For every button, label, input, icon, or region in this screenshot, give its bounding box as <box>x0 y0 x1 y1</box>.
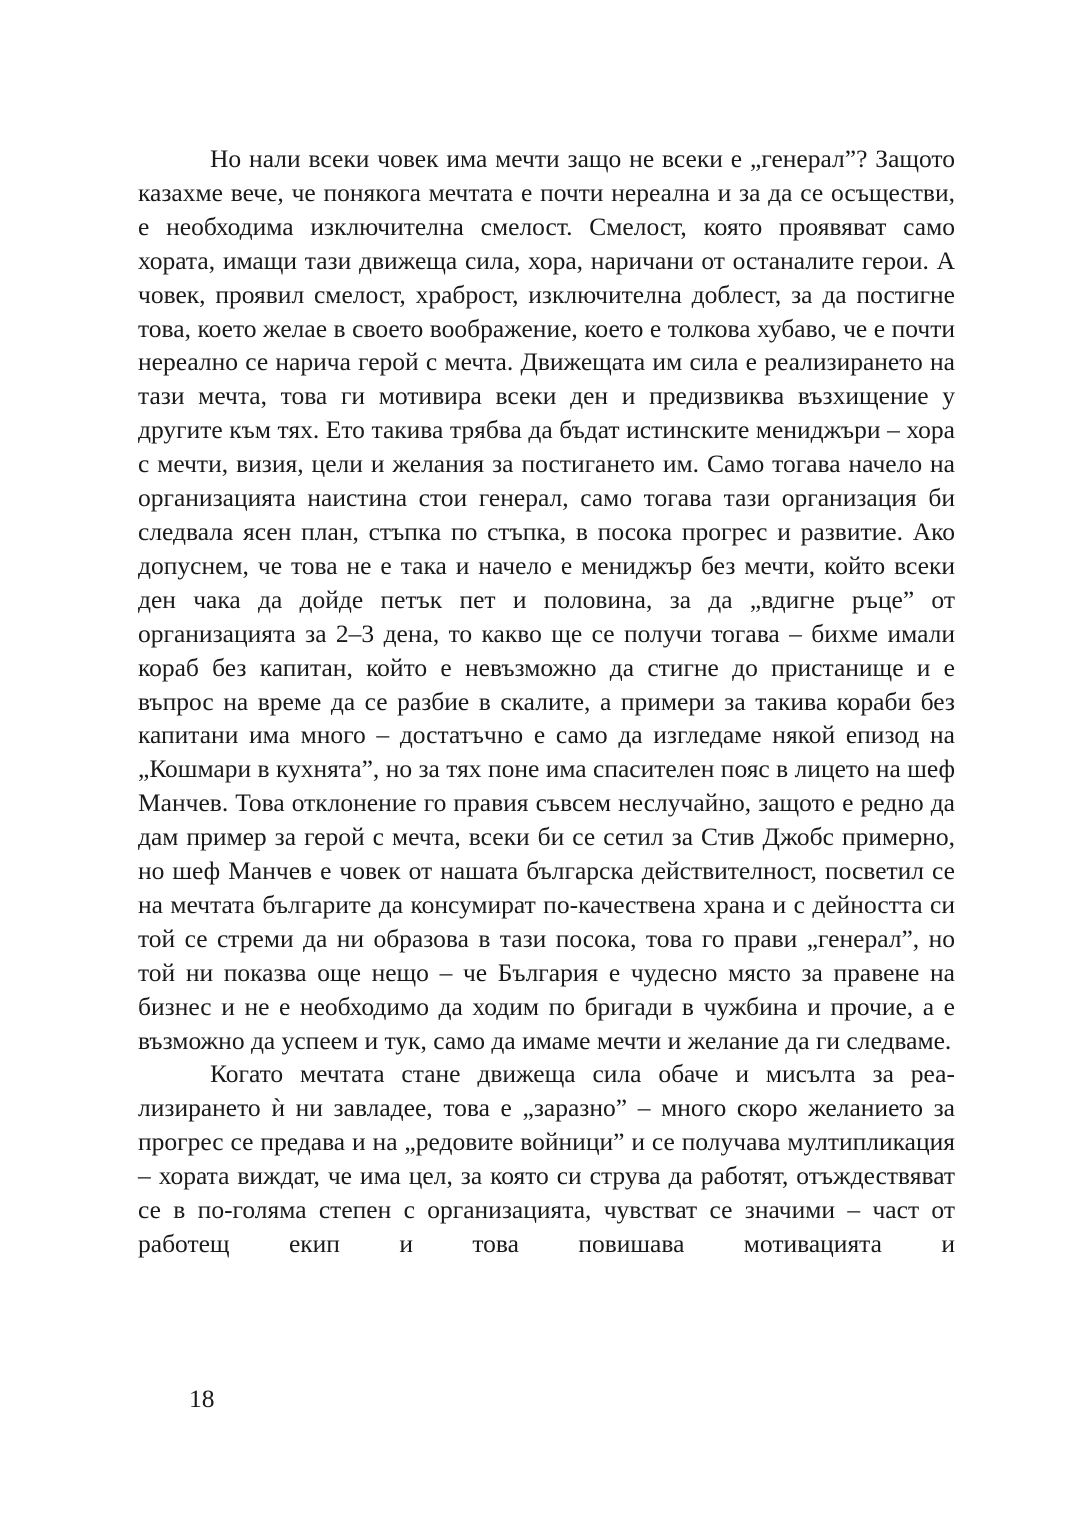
paragraph-1: Но нали всеки човек има мечти защо не всеки е „генерал”? Защото казахме вече, че понякога мечтата е почти нереална и за да се осъществи, е необходима изключителна смелост. Смелост, която проявяват само хората, имащи тази движеща сила, хора, наричани от останалите герои. А човек, проявил смелост, храброст, изключителна доблест, за да постигне това, което желае в своето воображение, което е толкова хубаво, че е почти нереално се нарича герой с мечта. Движещата им сила е реализирането на тази мечта, това ги мотивира всеки ден и предизвиква възхищение у другите към тях. Ето такива трябва да бъдат истинските мениджъри – хора с мечти, визия, цели и желания за постигането им. Само тогава начело на организацията наистина стои генерал, само тогава тази организация би следвала ясен план, стъпка по стъпка, в посока прогрес и развитие. Ако допуснем, че това не е така и начело е мениджър без мечти, който всеки ден чака да дойде петък пет и половина, за да „вдигне ръце” от организацията за 2–3 дена, то какво ще се получи тогава – бихме имали кораб без капитан, който е невъзможно да стигне до пристанище и е въпрос на време да се разбие в скалите, а примери за такива кораби без капитани има много – достатъчно е само да изгледаме някой епизод на „Кошмари в кухнята”, но за тях поне има спасителен пояс в лицето на шеф Манчев. Това отклонение го правия съвсем неслучайно, защото е редно да дам пример за герой с мечта, всеки би се сетил за Стив Джобс примерно, но шеф Манчев е човек от нашата българска действителност, посветил се на мечтата българите да консумират по-качествена храна и с дейността си той се стреми да ни образова в тази посока, това го прави „генерал”, но той ни показва още нещо – че България е чудесно място за правене на бизнес и не е необходимо да ходим по бригади в чужбина и прочие, а е възможно да успеем и тук, само да имаме мечти и желание да ги следваме. <box>138 144 955 1055</box>
paragraph-2: Когато мечтата стане движеща сила обаче и мисълта за реализирането ѝ ни завладее, това е „заразно” – много скоро желанието за прогрес се предава и на „редовите войници” и се получава мултипликация – хората виждат, че има цел, за която си струва да работят, отъждествяват се в по-голяма степен с организацията, чувстват се значими – част от работещ екип и това повишава мотивацията и <box>138 1059 955 1258</box>
page-number: 18 <box>189 1384 215 1413</box>
body-text <box>138 142 955 1261</box>
